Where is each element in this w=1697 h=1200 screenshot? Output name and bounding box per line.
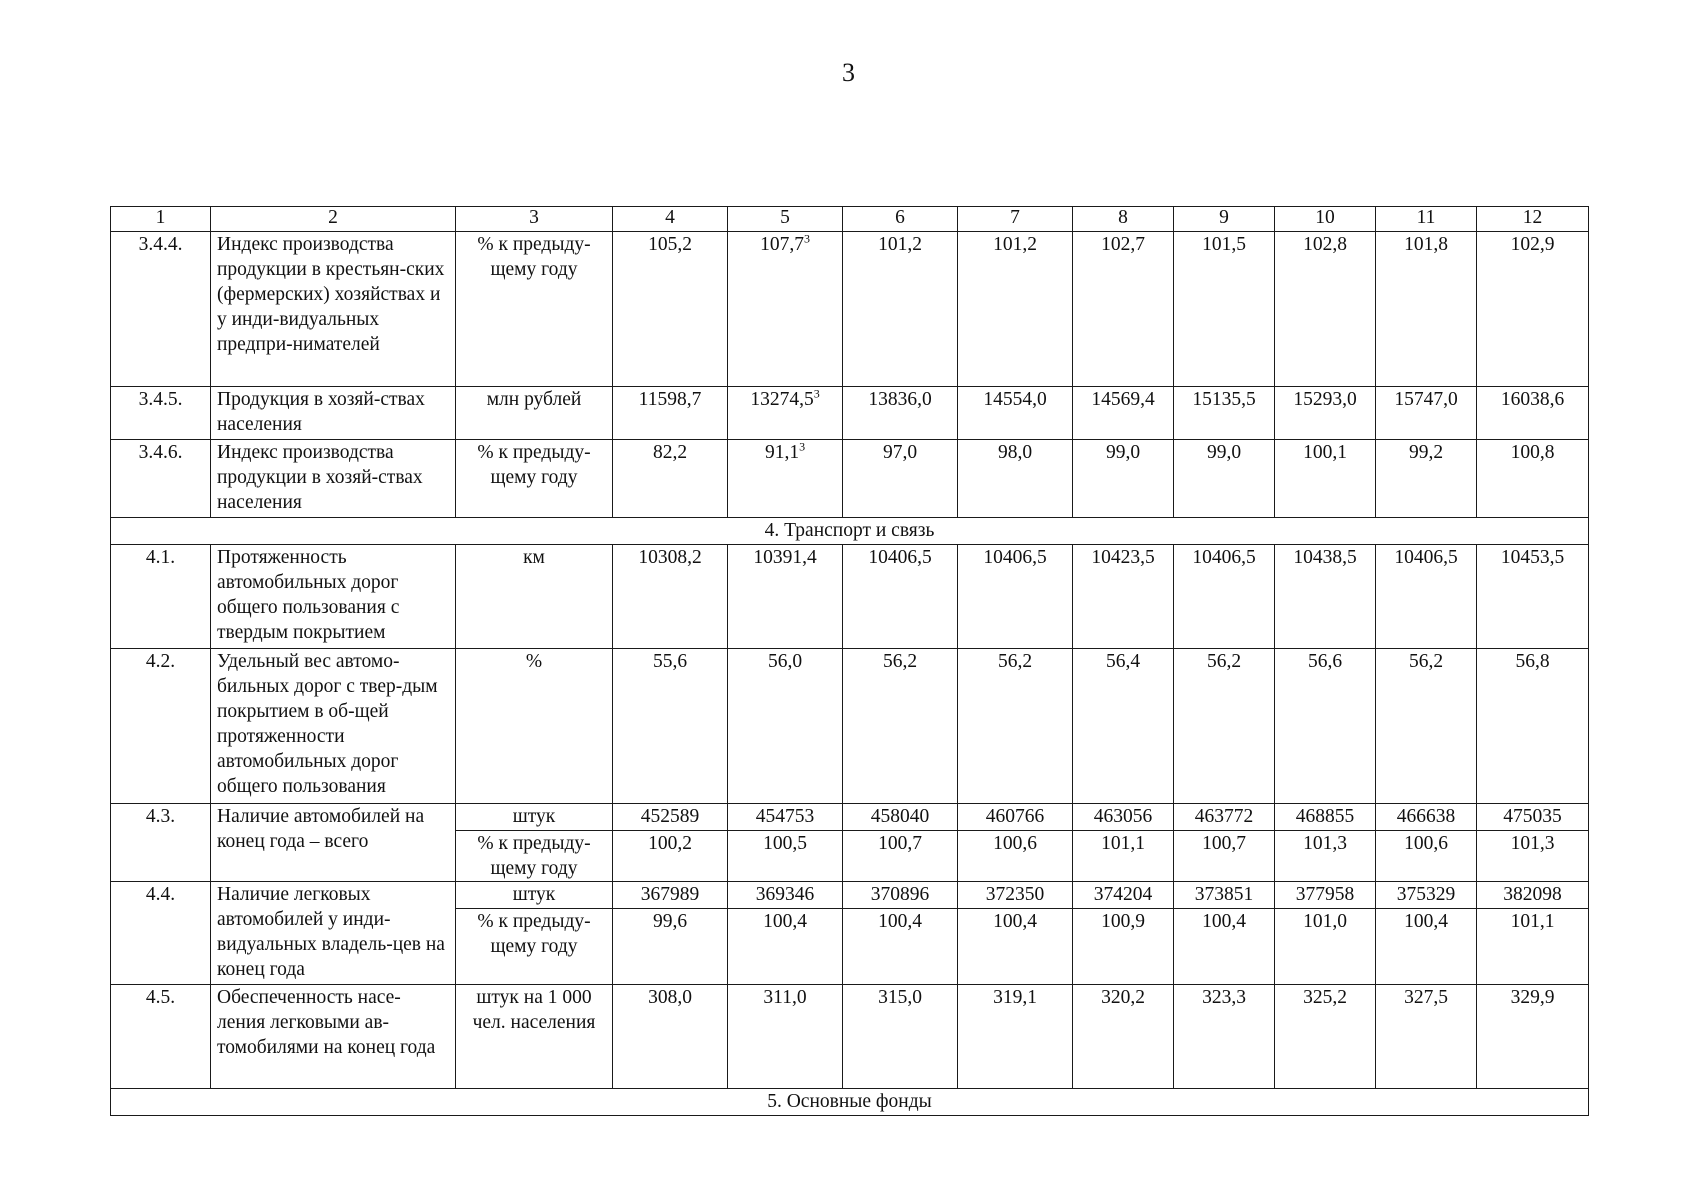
column-header: 8 [1073, 207, 1174, 232]
row-unit: штук [456, 804, 613, 831]
cell-value: 15293,0 [1275, 387, 1376, 440]
cell-value: 10406,5 [958, 545, 1073, 649]
cell-value: 100,1 [1275, 440, 1376, 518]
cell-value: 100,9 [1073, 909, 1174, 985]
row-unit: % к предыду-щему году [456, 831, 613, 882]
section-row [111, 518, 1589, 545]
cell-value: 56,4 [1073, 649, 1174, 804]
row-indicator-name: Продукция в хозяй-ствах населения [211, 387, 456, 440]
cell-value: 367989 [613, 882, 728, 909]
cell-value: 99,0 [1073, 440, 1174, 518]
table-row [111, 985, 1589, 1089]
cell-value [728, 440, 843, 518]
cell-value: 315,0 [843, 985, 958, 1089]
cell-value: 101,8 [1376, 232, 1477, 387]
cell-value: 100,4 [1174, 909, 1275, 985]
column-header: 11 [1376, 207, 1477, 232]
footnote-mark: 3 [799, 439, 806, 454]
cell-value: 102,7 [1073, 232, 1174, 387]
column-header: 5 [728, 207, 843, 232]
row-unit: км [456, 545, 613, 649]
row-code: 3.4.4. [111, 232, 211, 387]
cell-value-text: 13274,5 [750, 389, 814, 410]
cell-value [728, 232, 843, 387]
cell-value: 100,6 [958, 831, 1073, 882]
row-unit: % к предыду-щему году [456, 909, 613, 985]
cell-value: 101,2 [843, 232, 958, 387]
table-row [111, 649, 1589, 804]
cell-value: 100,7 [843, 831, 958, 882]
row-indicator-name: Обеспеченность насе-ления легковыми ав-томобилями на конец года [211, 985, 456, 1089]
footnote-mark: 3 [813, 386, 820, 401]
cell-value: 102,8 [1275, 232, 1376, 387]
column-header: 12 [1477, 207, 1589, 232]
cell-value: 10406,5 [1376, 545, 1477, 649]
cell-value: 14569,4 [1073, 387, 1174, 440]
cell-value: 99,2 [1376, 440, 1477, 518]
cell-value: 10308,2 [613, 545, 728, 649]
column-header: 9 [1174, 207, 1275, 232]
column-header: 2 [211, 207, 456, 232]
cell-value: 100,4 [958, 909, 1073, 985]
cell-value: 458040 [843, 804, 958, 831]
cell-value: 11598,7 [613, 387, 728, 440]
cell-value: 56,8 [1477, 649, 1589, 804]
cell-value: 99,0 [1174, 440, 1275, 518]
cell-value: 100,5 [728, 831, 843, 882]
table-row [111, 804, 1589, 831]
cell-value: 98,0 [958, 440, 1073, 518]
row-unit: % [456, 649, 613, 804]
cell-value: 375329 [1376, 882, 1477, 909]
cell-value: 14554,0 [958, 387, 1073, 440]
row-code: 4.5. [111, 985, 211, 1089]
cell-value: 101,3 [1275, 831, 1376, 882]
cell-value: 56,2 [958, 649, 1073, 804]
page-number: 3 [842, 58, 855, 87]
column-number-row [111, 207, 1589, 232]
cell-value: 329,9 [1477, 985, 1589, 1089]
cell-value: 468855 [1275, 804, 1376, 831]
cell-value: 323,3 [1174, 985, 1275, 1089]
row-unit: % к предыду-щему году [456, 232, 613, 387]
row-unit: штук [456, 882, 613, 909]
row-code: 4.3. [111, 804, 211, 882]
cell-value: 327,5 [1376, 985, 1477, 1089]
row-unit: млн рублей [456, 387, 613, 440]
cell-value: 15747,0 [1376, 387, 1477, 440]
cell-value: 101,1 [1073, 831, 1174, 882]
row-unit: % к предыду-щему году [456, 440, 613, 518]
row-indicator-name: Наличие автомобилей на конец года – всего [211, 804, 456, 882]
column-header: 1 [111, 207, 211, 232]
cell-value: 325,2 [1275, 985, 1376, 1089]
row-code: 3.4.5. [111, 387, 211, 440]
row-code: 4.2. [111, 649, 211, 804]
cell-value: 101,5 [1174, 232, 1275, 387]
cell-value: 101,2 [958, 232, 1073, 387]
cell-value: 97,0 [843, 440, 958, 518]
cell-value: 454753 [728, 804, 843, 831]
section-title: 5. Основные фонды [111, 1089, 1589, 1116]
section-row [111, 1089, 1589, 1116]
cell-value: 10438,5 [1275, 545, 1376, 649]
cell-value: 308,0 [613, 985, 728, 1089]
cell-value: 55,6 [613, 649, 728, 804]
cell-value: 101,1 [1477, 909, 1589, 985]
section-title: 4. Транспорт и связь [111, 518, 1589, 545]
column-header: 4 [613, 207, 728, 232]
cell-value: 100,2 [613, 831, 728, 882]
table-row [111, 387, 1589, 440]
column-header: 7 [958, 207, 1073, 232]
cell-value: 56,2 [843, 649, 958, 804]
cell-value: 460766 [958, 804, 1073, 831]
cell-value: 101,0 [1275, 909, 1376, 985]
cell-value: 463772 [1174, 804, 1275, 831]
cell-value: 99,6 [613, 909, 728, 985]
cell-value: 13836,0 [843, 387, 958, 440]
cell-value: 16038,6 [1477, 387, 1589, 440]
table-row [111, 882, 1589, 909]
cell-value: 320,2 [1073, 985, 1174, 1089]
cell-value: 10391,4 [728, 545, 843, 649]
column-header: 3 [456, 207, 613, 232]
cell-value: 10453,5 [1477, 545, 1589, 649]
column-header: 10 [1275, 207, 1376, 232]
cell-value: 100,7 [1174, 831, 1275, 882]
cell-value: 100,4 [728, 909, 843, 985]
cell-value: 373851 [1174, 882, 1275, 909]
cell-value: 100,6 [1376, 831, 1477, 882]
cell-value-text: 107,7 [760, 234, 804, 255]
table-row [111, 232, 1589, 387]
table-row [111, 545, 1589, 649]
cell-value: 372350 [958, 882, 1073, 909]
cell-value: 56,6 [1275, 649, 1376, 804]
cell-value: 82,2 [613, 440, 728, 518]
row-indicator-name: Удельный вес автомо-бильных дорог с твер-дым покрытием в об-щей протяженности автомобильных дорог общего пользования [211, 649, 456, 804]
cell-value: 382098 [1477, 882, 1589, 909]
column-header: 6 [843, 207, 958, 232]
row-indicator-name: Протяженность автомобильных дорог общего пользования с твердым покрытием [211, 545, 456, 649]
cell-value: 466638 [1376, 804, 1477, 831]
cell-value: 10423,5 [1073, 545, 1174, 649]
table-row [111, 440, 1589, 518]
cell-value: 15135,5 [1174, 387, 1275, 440]
cell-value-text: 91,1 [764, 442, 800, 463]
row-code: 4.4. [111, 882, 211, 985]
cell-value: 311,0 [728, 985, 843, 1089]
cell-value: 369346 [728, 882, 843, 909]
footnote-mark: 3 [803, 231, 810, 246]
cell-value: 100,8 [1477, 440, 1589, 518]
cell-value: 452589 [613, 804, 728, 831]
cell-value: 101,3 [1477, 831, 1589, 882]
cell-value: 10406,5 [843, 545, 958, 649]
cell-value: 102,9 [1477, 232, 1589, 387]
cell-value: 463056 [1073, 804, 1174, 831]
cell-value: 319,1 [958, 985, 1073, 1089]
cell-value: 370896 [843, 882, 958, 909]
cell-value: 100,4 [1376, 909, 1477, 985]
cell-value: 100,4 [843, 909, 958, 985]
row-code: 3.4.6. [111, 440, 211, 518]
cell-value: 105,2 [613, 232, 728, 387]
cell-value: 374204 [1073, 882, 1174, 909]
row-indicator-name: Индекс производства продукции в хозяй-ствах населения [211, 440, 456, 518]
row-indicator-name: Индекс производства продукции в крестьян-ских (фермерских) хозяйствах и у инди-видуальных предпри-нимателей [211, 232, 456, 387]
cell-value: 377958 [1275, 882, 1376, 909]
cell-value: 56,2 [1174, 649, 1275, 804]
row-unit: штук на 1 000 чел. населения [456, 985, 613, 1089]
row-code: 4.1. [111, 545, 211, 649]
row-indicator-name: Наличие легковых автомобилей у инди-видуальных владель-цев на конец года [211, 882, 456, 985]
cell-value [728, 387, 843, 440]
cell-value: 56,0 [728, 649, 843, 804]
cell-value: 10406,5 [1174, 545, 1275, 649]
statistics-table [110, 206, 1589, 1116]
cell-value: 56,2 [1376, 649, 1477, 804]
cell-value: 475035 [1477, 804, 1589, 831]
